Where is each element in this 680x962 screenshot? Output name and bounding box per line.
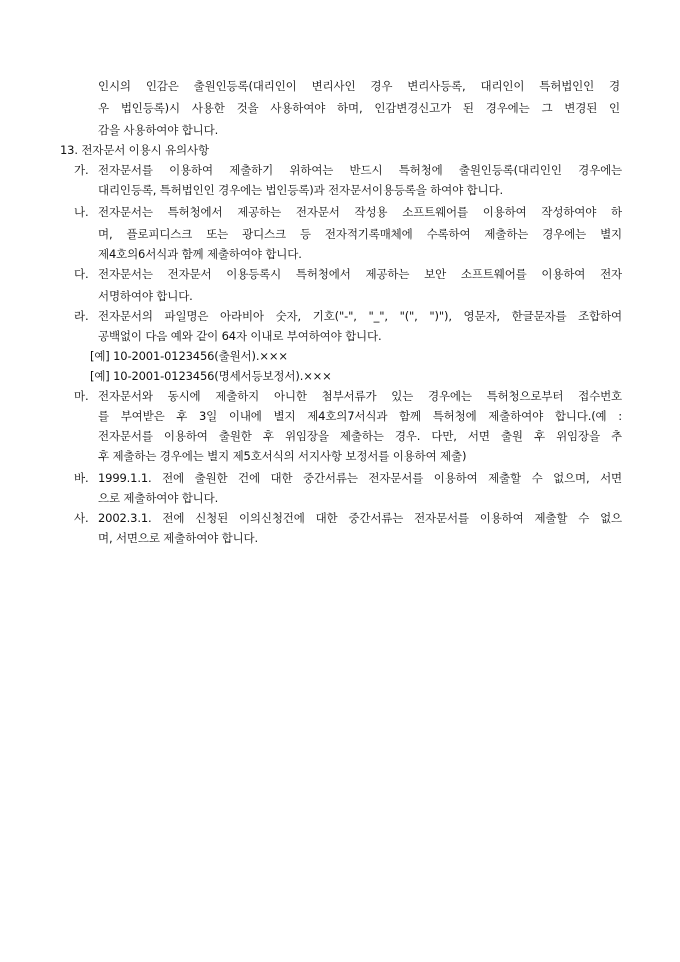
intro-line: 인시의 인감은 출원인등록(대리인이 변리사인 경우 변리사등록, 대리인이 특허법인인 경 bbox=[98, 79, 620, 93]
item-line: 를 부여받은 후 3일 이내에 별지 제4호의7서식과 함께 특허청에 제출하여야 합니다.(예 : bbox=[98, 409, 622, 423]
item-line: 전자문서의 파일명은 아라비아 숫자, 기호("-", "_", "(", ")"), 영문자, 한글문자를 조합하여 bbox=[98, 309, 622, 323]
example-line: [예] 10-2001-0123456(명세서등보정서).××× bbox=[90, 369, 332, 383]
item-marker: 다. bbox=[74, 267, 89, 281]
item-marker: 마. bbox=[74, 389, 89, 403]
item-line: 제4호의6서식과 함께 제출하여야 합니다. bbox=[98, 247, 302, 261]
item-line: 으로 제출하여야 합니다. bbox=[98, 491, 219, 505]
section-heading: 13. 전자문서 이용시 유의사항 bbox=[60, 143, 209, 157]
intro-line: 감을 사용하여야 합니다. bbox=[98, 123, 219, 137]
item-line: 1999.1.1. 전에 출원한 건에 대한 중간서류는 전자문서를 이용하여 제출할 수 없으며, 서면 bbox=[98, 471, 622, 485]
item-marker: 가. bbox=[74, 163, 89, 177]
item-line: 며, 플로피디스크 또는 광디스크 등 전자적기록매체에 수록하여 제출하는 경우에는 별지 bbox=[98, 227, 622, 241]
item-line: 전자문서는 전자문서 이용등록시 특허청에서 제공하는 보안 소프트웨어를 이용하여 전자 bbox=[98, 267, 622, 281]
item-line: 전자문서와 동시에 제출하지 아니한 첨부서류가 있는 경우에는 특허청으로부터 접수번호 bbox=[98, 389, 622, 403]
item-marker: 바. bbox=[74, 471, 89, 485]
item-marker: 라. bbox=[74, 309, 89, 323]
item-line: 며, 서면으로 제출하여야 합니다. bbox=[98, 531, 258, 545]
item-line: 서명하여야 합니다. bbox=[98, 289, 193, 303]
item-line: 후 제출하는 경우에는 별지 제5호서식의 서지사항 보정서를 이용하여 제출) bbox=[98, 449, 467, 463]
item-marker: 나. bbox=[74, 205, 89, 219]
example-line: [예] 10-2001-0123456(출원서).××× bbox=[90, 349, 288, 363]
item-line: 공백없이 다음 예와 같이 64자 이내로 부여하여야 합니다. bbox=[98, 329, 382, 343]
item-marker: 사. bbox=[74, 511, 89, 525]
item-line: 대리인등록, 특허법인인 경우에는 법인등록)과 전자문서이용등록을 하여야 합니다. bbox=[98, 183, 503, 197]
item-line: 전자문서를 이용하여 출원한 후 위임장을 제출하는 경우. 다만, 서면 출원 후 위임장을 추 bbox=[98, 429, 622, 443]
intro-line: 우 법인등록)시 사용한 것을 사용하여야 하며, 인감변경신고가 된 경우에는 그 변경된 인 bbox=[98, 101, 620, 115]
item-line: 전자문서는 특허청에서 제공하는 전자문서 작성용 소프트웨어를 이용하여 작성하여야 하 bbox=[98, 205, 622, 219]
item-line: 2002.3.1. 전에 신청된 이의신청건에 대한 중간서류는 전자문서를 이용하여 제출할 수 없으 bbox=[98, 511, 622, 525]
item-line: 전자문서를 이용하여 제출하기 위하여는 반드시 특허청에 출원인등록(대리인인 경우에는 bbox=[98, 163, 622, 177]
